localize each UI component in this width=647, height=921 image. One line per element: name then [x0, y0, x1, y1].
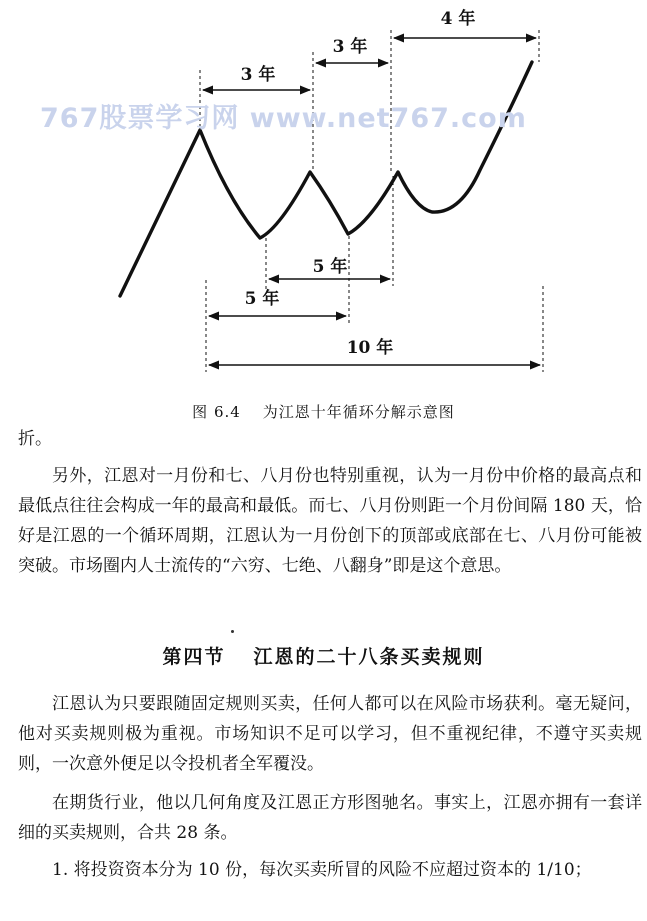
label-4-years: 4 年 [440, 9, 476, 29]
section-number: 第四节 [162, 646, 226, 668]
paragraph-continuation: 折。 [18, 429, 52, 449]
label-5-years-b: 5 年 [312, 257, 348, 277]
stray-mark [231, 630, 234, 633]
section-heading [0, 642, 647, 669]
cycle-diagram [0, 0, 647, 400]
section-title: 江恩的二十八条买卖规则 [253, 646, 485, 668]
figure-caption [0, 401, 647, 422]
paragraph-futures: 在期货行业，他以几何角度及江恩正方形图驰名。事实上，江恩亦拥有一套详细的买卖规则，合共 28 条。 [18, 793, 642, 843]
label-5-years-a: 5 年 [244, 289, 280, 309]
figure-title: 为江恩十年循环分解示意图 [262, 403, 455, 421]
watermark: 767股票学习网 www.net767.com [40, 103, 527, 134]
rule-1: 1. 将投资资本分为 10 份，每次买卖所冒的风险不应超过资本的 1/10； [52, 860, 592, 880]
paragraph-rules-intro: 江恩认为只要跟随固定规则买卖，任何人都可以在风险市场获利。毫无疑问，他对买卖规则极为重视。市场知识不足可以学习，但不重视纪律，不遵守买卖规则，一次意外便足以令投机者全军覆没。 [18, 694, 642, 774]
label-3-years-b: 3 年 [332, 37, 368, 57]
figure-number: 图 6.4 [192, 403, 241, 421]
label-10-years: 10 年 [346, 338, 394, 358]
label-3-years-a: 3 年 [240, 65, 276, 85]
paragraph-january-july: 另外，江恩对一月份和七、八月份也特别重视，认为一月份中价格的最高点和最低点往往会构成一年的最高和最低。而七、八月份则距一个月份间隔 180 天，恰好是江恩的一个循环周期，江恩认为一月份创下的顶部或底部在七、八月份可能被突破。市场圈内人士流传的“六穷、七绝、八翻身”即是这个意思。 [18, 466, 642, 576]
